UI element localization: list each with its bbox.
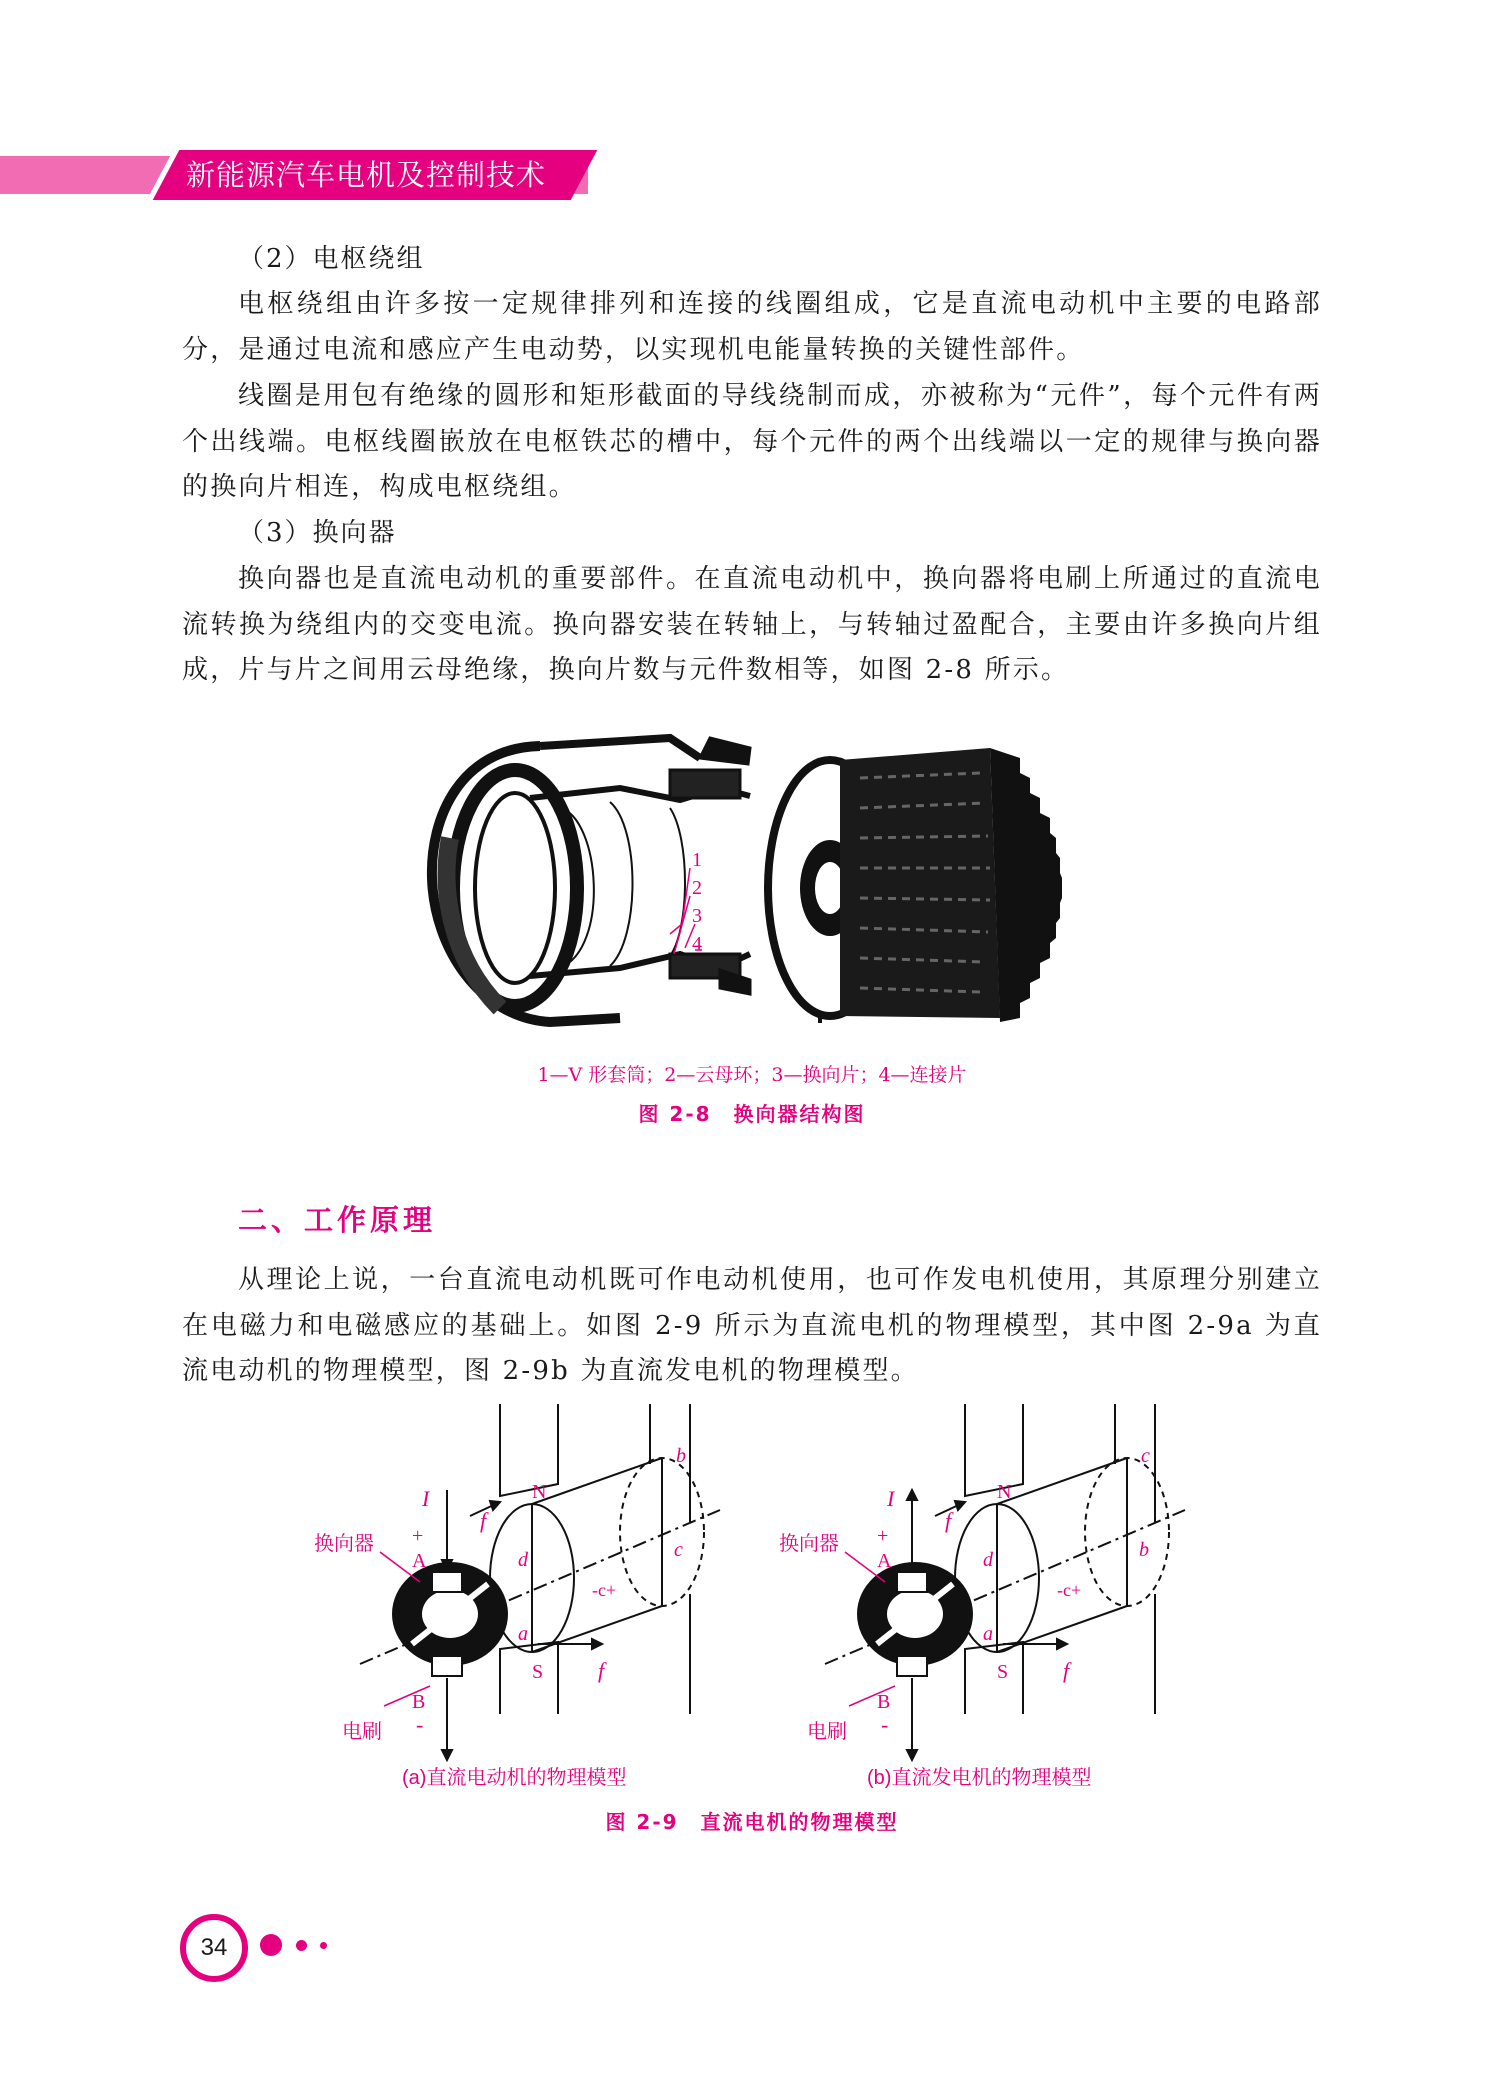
brush-label: 电刷 — [342, 1721, 382, 1743]
brush-a-block — [897, 1572, 927, 1592]
conductor-c-label: c — [674, 1539, 683, 1561]
axis-note: -c+ — [1057, 1580, 1082, 1600]
figure-caption: 图 2-8 换向器结构图 — [638, 1102, 866, 1126]
force-label-top: f — [480, 1508, 487, 1533]
south-pole-label: S — [997, 1661, 1009, 1683]
brush-a-block — [432, 1572, 462, 1592]
plus-sign: + — [877, 1525, 889, 1547]
conductor-a-label: a — [983, 1623, 993, 1645]
conductor-c-label: c — [1141, 1445, 1150, 1467]
dc-motor-model-figure — [300, 1404, 750, 1799]
brush-label: 电刷 — [807, 1721, 847, 1743]
force-label-bottom: f — [598, 1658, 605, 1683]
plus-sign: + — [412, 1525, 424, 1547]
subfigure-caption: (a)直流电动机的物理模型 — [402, 1767, 627, 1789]
dc-generator-model-figure — [765, 1404, 1215, 1799]
force-label-bottom: f — [1063, 1658, 1070, 1683]
brush-b-label: B — [412, 1691, 426, 1713]
current-label: I — [887, 1486, 895, 1511]
conductor-a-label: a — [518, 1623, 528, 1645]
decorative-dot — [296, 1940, 307, 1951]
decorative-dot — [320, 1942, 327, 1949]
paragraph: 从理论上说，一台直流电动机既可作电动机使用，也可作发电机使用，其原理分别建立在电磁力和电磁感应的基础上。如图 2-9 所示为直流电机的物理模型，其中图 2-9a 为直流电动机的物理模型，图 2-9b 为直流发电机的物理模型。 — [182, 1265, 1322, 1386]
current-label: I — [422, 1486, 430, 1511]
conductor-b-label: b — [1139, 1539, 1149, 1561]
callout-number: 2 — [692, 877, 702, 899]
paragraph: 电枢绕组由许多按一定规律排列和连接的线圈组成，它是直流电动机中主要的电路部分，是通过电流和感应产生电动势，以实现机电能量转换的关键性部件。 — [182, 289, 1322, 365]
subsection-heading-armature-winding: （2）电枢绕组 — [238, 244, 425, 274]
brush-a-label: A — [877, 1550, 892, 1572]
brush-a-label: A — [412, 1550, 427, 1572]
conductor-d-label: d — [983, 1549, 993, 1571]
brush-b-block — [432, 1656, 462, 1676]
north-pole-label: N — [997, 1481, 1012, 1503]
minus-sign: - — [416, 1712, 424, 1737]
paragraph: 换向器也是直流电动机的重要部件。在直流电动机中，换向器将电刷上所通过的直流电流转换为绕组内的交变电流。换向器安装在转轴上，与转轴过盈配合，主要由许多换向片组成，片与片之间用云母绝缘，换向片数与元件数相等，如图 2-8 所示。 — [182, 564, 1322, 685]
brush-b-block — [897, 1656, 927, 1676]
minus-sign: - — [881, 1712, 889, 1737]
subsection-heading-commutator: （3）换向器 — [238, 518, 397, 548]
conductor-d-label: d — [518, 1549, 528, 1571]
axis-note: -c+ — [592, 1580, 617, 1600]
conductor-b-label: b — [676, 1445, 686, 1467]
subfigure-caption: (b)直流发电机的物理模型 — [867, 1767, 1092, 1789]
figure-legend: 1—V 形套筒；2—云母环；3—换向片；4—连接片 — [537, 1064, 967, 1086]
callout-number: 1 — [692, 849, 702, 871]
page-number: 34 — [180, 1914, 248, 1982]
brush-b-label: B — [877, 1691, 891, 1713]
decorative-dot — [260, 1934, 282, 1956]
section-heading: 二、工作原理 — [238, 1203, 437, 1237]
force-label-top: f — [945, 1508, 952, 1533]
callout-number: 4 — [692, 933, 702, 955]
callout-number: 3 — [692, 905, 702, 927]
commutator-label: 换向器 — [314, 1533, 374, 1555]
paragraph: 线圈是用包有绝缘的圆形和矩形截面的导线绕制而成，亦被称为“元件”，每个元件有两个出线端。电枢线圈嵌放在电枢铁芯的槽中，每个元件的两个出线端以一定的规律与换向器的换向片相连，构成电枢绕组。 — [182, 381, 1322, 502]
commutator-assembled-drawing — [768, 748, 1062, 1023]
north-pole-label: N — [532, 1481, 547, 1503]
commutator-structure-figure — [420, 718, 1100, 1048]
commutator-cutaway-drawing — [432, 738, 750, 1022]
south-pole-label: S — [532, 1661, 544, 1683]
book-title: 新能源汽车电机及控制技术 — [186, 158, 547, 192]
figure-caption: 图 2-9 直流电机的物理模型 — [605, 1810, 899, 1834]
commutator-label: 换向器 — [779, 1533, 839, 1555]
